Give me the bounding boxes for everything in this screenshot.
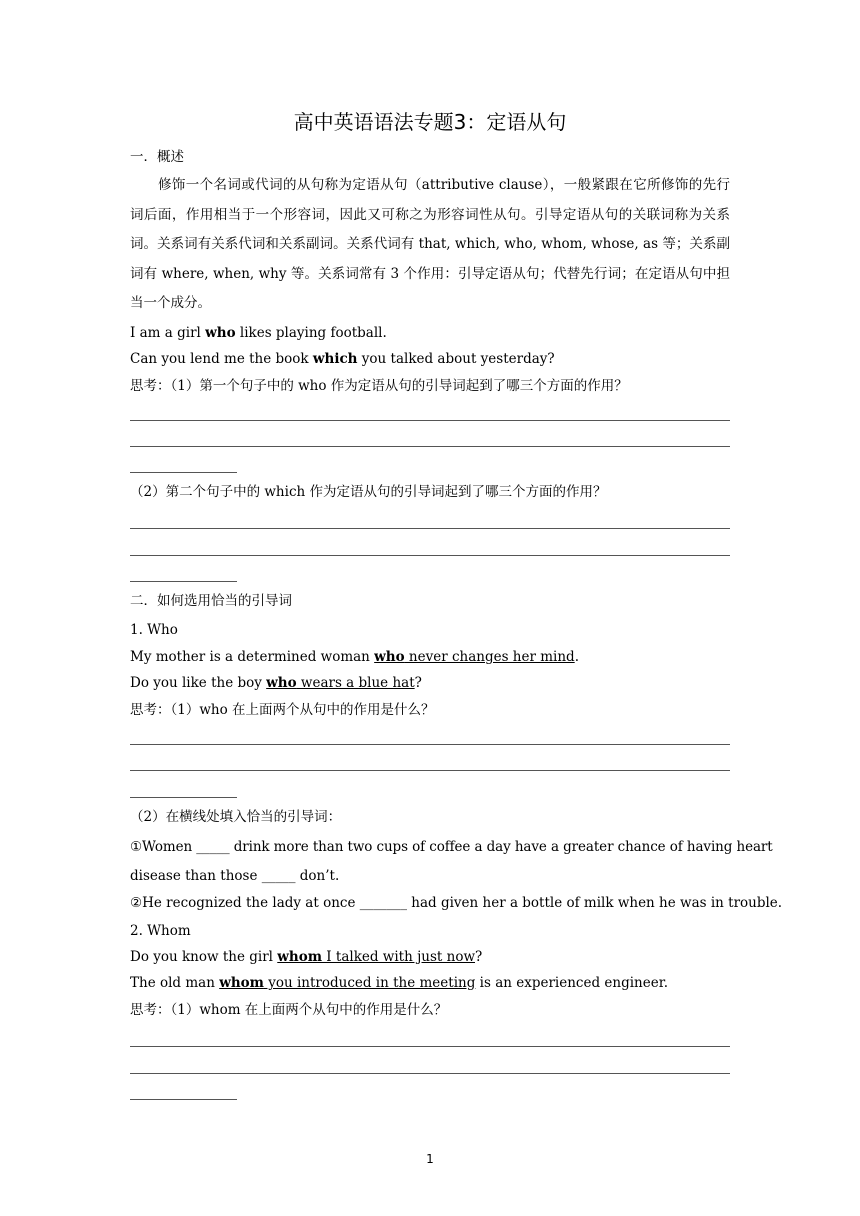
relative-word: whom <box>219 975 264 991</box>
who-question-1: 思考：（1）who 在上面两个从句中的作用是什么？ <box>130 702 435 718</box>
answer-line <box>130 420 730 421</box>
answer-line <box>130 528 730 529</box>
example-sentence-2: Can you lend me the book which you talked about yesterday? <box>130 351 555 367</box>
clause-underlined: wears a blue hat <box>296 675 415 691</box>
relative-word: who <box>374 649 405 665</box>
answer-line <box>130 1099 237 1100</box>
relative-word: which <box>312 351 358 367</box>
overview-paragraph: 修饰一个名词或代词的从句称为定语从句（attributive clause），一般紧跟在它所修饰的先行词后面，作用相当于一个形容词，因此又可称之为形容词性从句。引导定语从句的关联词称为关系词。关系词有关系代词和关系副词。关系代词有 that, which, who, whom, whose, as 等；关系副词有 where, when, why 等。关系词常有 3 个作用：引导定语从句；代替先行词；在定语从句中担当一个成分。 <box>130 177 730 312</box>
whom-example-1: Do you know the girl whom I talked with just now? <box>130 949 483 965</box>
relative-word: whom <box>277 949 322 965</box>
question-1: 思考：（1）第一个句子中的 who 作为定语从句的引导词起到了哪三个方面的作用？ <box>130 378 628 394</box>
answer-line <box>130 797 237 798</box>
answer-line <box>130 472 237 473</box>
clause-underlined: I talked with just now <box>322 949 475 965</box>
whom-example-2: The old man whom you introduced in the meeting is an experienced engineer. <box>130 975 668 991</box>
answer-line <box>130 770 730 771</box>
question-2: （2）第二个句子中的 which 作为定语从句的引导词起到了哪三个方面的作用？ <box>130 484 607 500</box>
page-number: 1 <box>426 1152 434 1166</box>
section1-heading: 一．概述 <box>130 149 184 165</box>
who-heading: 1. Who <box>130 622 178 638</box>
section2-heading: 二．如何选用恰当的引导词 <box>130 593 292 609</box>
document-title: 高中英语语法专题3：定语从句 <box>293 110 567 134</box>
answer-line <box>130 581 237 582</box>
clause-underlined: never changes her mind <box>404 649 575 665</box>
who-example-2: Do you like the boy who wears a blue hat? <box>130 675 422 691</box>
fill-blank-1-line1: ①Women _____ drink more than two cups of coffee a day have a greater chance of having heart <box>130 839 773 855</box>
answer-line <box>130 1073 730 1074</box>
who-question-2: （2）在横线处填入恰当的引导词： <box>130 809 342 825</box>
whom-question-1: 思考：（1）whom 在上面两个从句中的作用是什么？ <box>130 1002 448 1018</box>
fill-blank-1-line2: disease than those _____ don’t. <box>130 868 340 884</box>
answer-line <box>130 446 730 447</box>
document-page <box>130 0 783 1216</box>
example-sentence-1: I am a girl who likes playing football. <box>130 325 387 341</box>
whom-heading: 2. Whom <box>130 923 191 939</box>
relative-word: who <box>205 325 236 341</box>
answer-line <box>130 744 730 745</box>
fill-blank-2: ②He recognized the lady at once _______ had given her a bottle of milk when he was in trouble. <box>130 895 783 911</box>
relative-word: who <box>266 675 297 691</box>
answer-line <box>130 555 730 556</box>
clause-underlined: you introduced in the meeting <box>263 975 476 991</box>
answer-line <box>130 1046 730 1047</box>
who-example-1: My mother is a determined woman who never changes her mind. <box>130 649 579 665</box>
